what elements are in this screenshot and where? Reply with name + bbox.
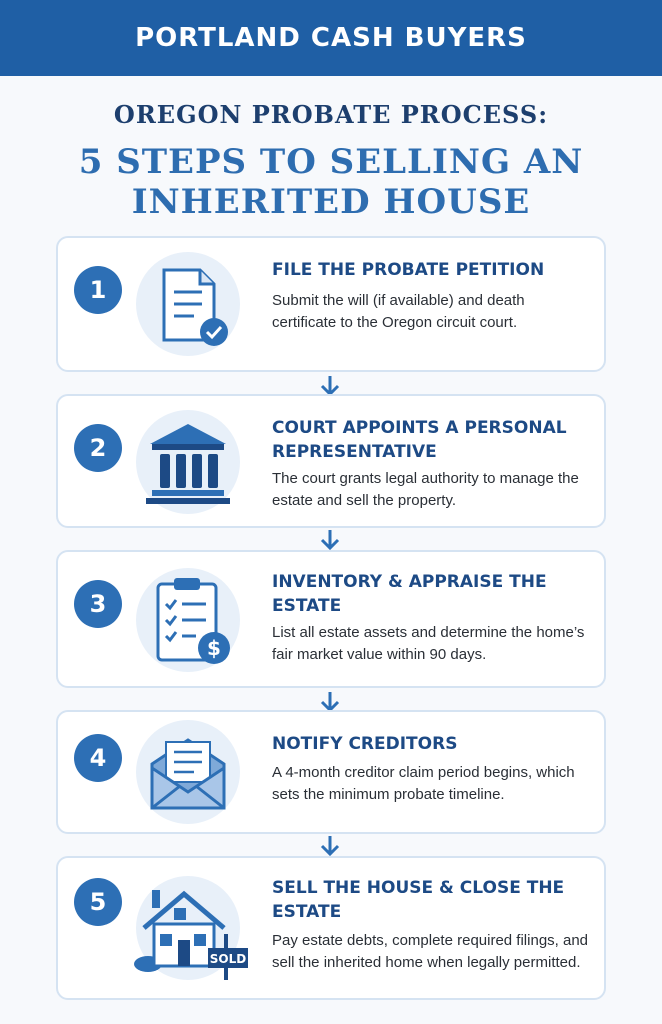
step-card-1: [56, 236, 606, 372]
step-title: INVENTORY & APPRAISE THE ESTATE: [272, 572, 547, 616]
step-number-badge: 1: [74, 266, 122, 314]
house-sold-sign-icon: [136, 876, 247, 980]
step-card-5: [56, 856, 606, 1000]
step-number-badge: 5: [74, 878, 122, 926]
step-card-2: [56, 394, 606, 528]
step-card-3: [56, 550, 606, 688]
step-card-4: [56, 710, 606, 834]
step-number-badge: 3: [74, 580, 122, 628]
step-description: Pay estate debts, complete required filings, and sell the inherited home when legally permitted.: [272, 932, 589, 971]
page-title: OREGON PROBATE PROCESS:: [113, 100, 549, 129]
document-check-icon: [136, 252, 240, 356]
step-title: COURT APPOINTS A PERSONAL REPRESENTATIVE: [272, 418, 567, 462]
page-subtitle: 5 STEPS TO SELLING AN INHERITED HOUSE: [78, 142, 584, 222]
step-number-badge: 4: [74, 734, 122, 782]
svg-text:$: $: [207, 636, 221, 660]
step-title: NOTIFY CREDITORS: [272, 734, 458, 754]
arrow-down-icon: [318, 834, 342, 858]
arrow-down-icon: [318, 528, 342, 552]
step-title: FILE THE PROBATE PETITION: [272, 260, 545, 280]
header-bar: [0, 0, 662, 76]
sold-sign-text: SOLD: [209, 952, 247, 966]
clipboard-dollar-icon: [136, 568, 240, 672]
step-number-badge: 2: [74, 424, 122, 472]
step-description: The court grants legal authority to manage the estate and sell the property.: [272, 470, 579, 509]
courthouse-icon: [136, 410, 240, 514]
step-title: SELL THE HOUSE & CLOSE THE ESTATE: [272, 878, 565, 922]
envelope-letter-icon: [136, 720, 240, 824]
step-description: A 4-month creditor claim period begins, which sets the minimum probate timeline.: [272, 764, 575, 803]
step-description: List all estate assets and determine the home’s fair market value within 90 days.: [272, 624, 585, 663]
brand-name: PORTLAND CASH BUYERS: [135, 23, 527, 53]
step-description: Submit the will (if available) and death certificate to the Oregon circuit court.: [272, 292, 525, 331]
